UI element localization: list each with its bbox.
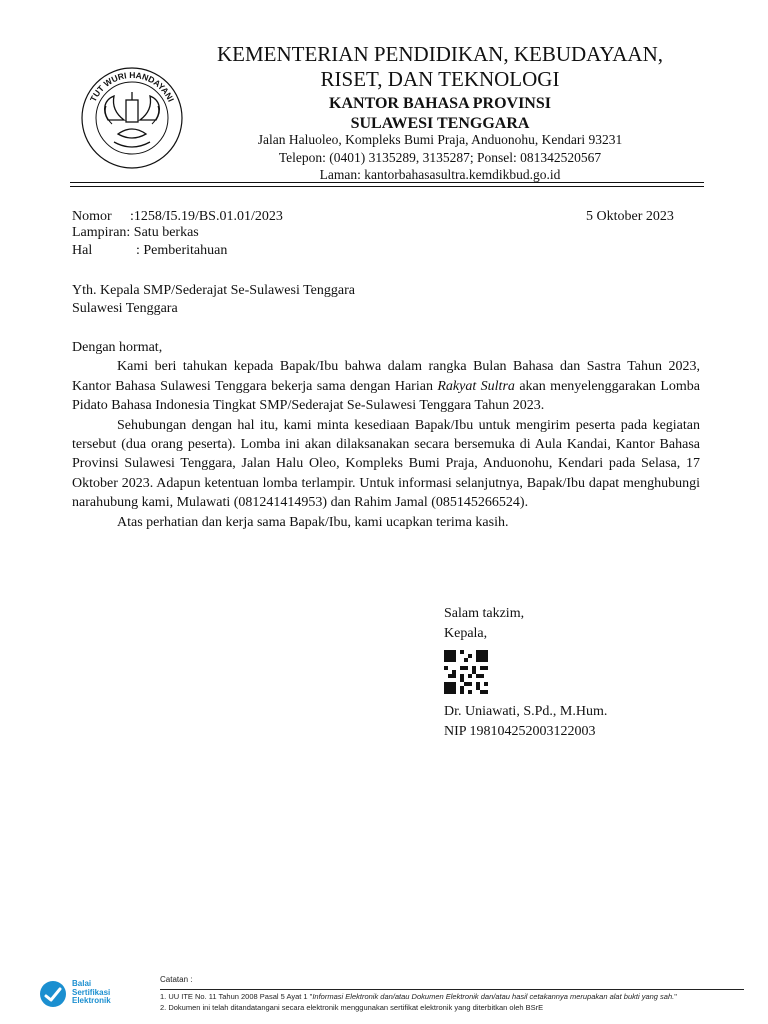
nomor-label: Nomor [72, 209, 112, 224]
recipient-line2: Sulawesi Tenggara [72, 301, 178, 316]
tut-wuri-handayani-logo [78, 62, 186, 170]
office-line2: SULAWESI TENGGARA [350, 115, 530, 132]
ministry-name [190, 42, 690, 92]
qr-code-icon [444, 650, 488, 694]
greeting: Dengan hormat, [72, 340, 163, 355]
bsre-name [72, 980, 111, 1006]
paragraph-2: Sehubungan dengan hal itu, kami minta kesediaan Bapak/Ibu untuk mengirim peserta pada kegiatan tersebut (dua orang peserta). Lomba ini akan dilaksanakan secara bersemuka di Aula Kandai, Kantor Bahasa Provinsi Sulawesi Tenggara, Jalan Halu Oleo, Kompleks Bumi Praja, Anduonohu, Kendari pada Selasa, 17 Oktober 2023. Adapun ketentuan lomba terlampir. Untuk informasi selanjutnya, Bapak/Ibu dapat menghubungi narahubung kami, Mulawati (081241414953) dan Rahim Jamal (085145266524). [72, 417, 700, 511]
office-line1: KANTOR BAHASA PROVINSI [329, 95, 551, 112]
newspaper-name: Rakyat Sultra [437, 378, 515, 394]
ministry-line2: RISET, DAN TEKNOLOGI [320, 67, 560, 91]
signatory [444, 702, 607, 742]
office-phone: Telepon: (0401) 3135289, 3135287; Ponsel: 081342520567 [278, 149, 602, 165]
letterhead-divider [70, 182, 704, 183]
signatory-nip: NIP 198104252003122003 [444, 724, 596, 739]
letter-date: 5 Oktober 2023 [586, 209, 674, 224]
bsre-line3: Elektronik [72, 996, 111, 1005]
footnote-2: 2. Dokumen ini telah ditandatangani secara elektronik menggunakan sertifikat elektronik yang diterbitkan oleh BSrE [160, 1003, 544, 1012]
office-name [190, 94, 690, 134]
office-website: Laman: kantorbahasasultra.kemdikbud.go.id [319, 167, 561, 182]
svg-text:TUT WURI HANDAYANI: TUT WURI HANDAYANI [87, 69, 177, 104]
paragraph-3: Atas perhatian dan kerja sama Bapak/Ibu, kami ucapkan terima kasih. [117, 514, 509, 530]
meta-hal [72, 242, 227, 260]
signature-block [444, 604, 524, 644]
lampiran-label: Lampiran [72, 225, 127, 240]
meta-lampiran [72, 224, 199, 242]
footer-divider [160, 989, 744, 990]
ministry-line1: KEMENTERIAN PENDIDIKAN, KEBUDAYAAN, [216, 42, 664, 66]
office-address: Jalan Haluoleo, Kompleks Bumi Praja, Anduonohu, Kendari 93231 [257, 132, 623, 147]
letter-body [72, 338, 700, 532]
signature-position: Kepala, [444, 626, 488, 641]
nomor-value: :1258/I5.19/BS.01.01/2023 [130, 209, 283, 224]
bsre-line1: Balai [72, 979, 92, 988]
signatory-name: Dr. Uniawati, S.Pd., M.Hum. [444, 704, 608, 719]
hal-value: : Pemberitahuan [136, 243, 228, 258]
letterhead-divider-thin [70, 186, 704, 187]
signature-closing: Salam takzim, [444, 606, 525, 621]
paragraph-1: Kami beri tahukan kepada Bapak/Ibu bahwa dalam rangka Bulan Bahasa dan Sastra Tahun 2023, Kantor Bahasa Sulawesi Tenggara bekerja sama dengan Harian Rakyat Sultra akan menyelenggarakan Lomba Pidato Bahasa Indonesia Tingkat SMP/Sederajat Se-Sulawesi Tenggara Tahun 2023. [72, 359, 700, 414]
hal-label: Hal [72, 243, 93, 258]
office-contact [190, 131, 690, 184]
recipient-line1: Yth. Kepala SMP/Sederajat Se-Sulawesi Tenggara [72, 283, 355, 298]
lampiran-value: : Satu berkas [126, 225, 199, 240]
bsre-line2: Sertifikasi [72, 987, 111, 997]
bsre-logo-icon [38, 979, 68, 1009]
footnote-1: 1. UU ITE No. 11 Tahun 2008 Pasal 5 Ayat 1 "Informasi Elektronik dan/atau Dokumen Elektronik dan/atau hasil cetakannya merupakan alat bukti yang sah." [160, 992, 677, 1001]
recipient [72, 282, 355, 318]
footer-catatan: Catatan : [160, 975, 193, 984]
